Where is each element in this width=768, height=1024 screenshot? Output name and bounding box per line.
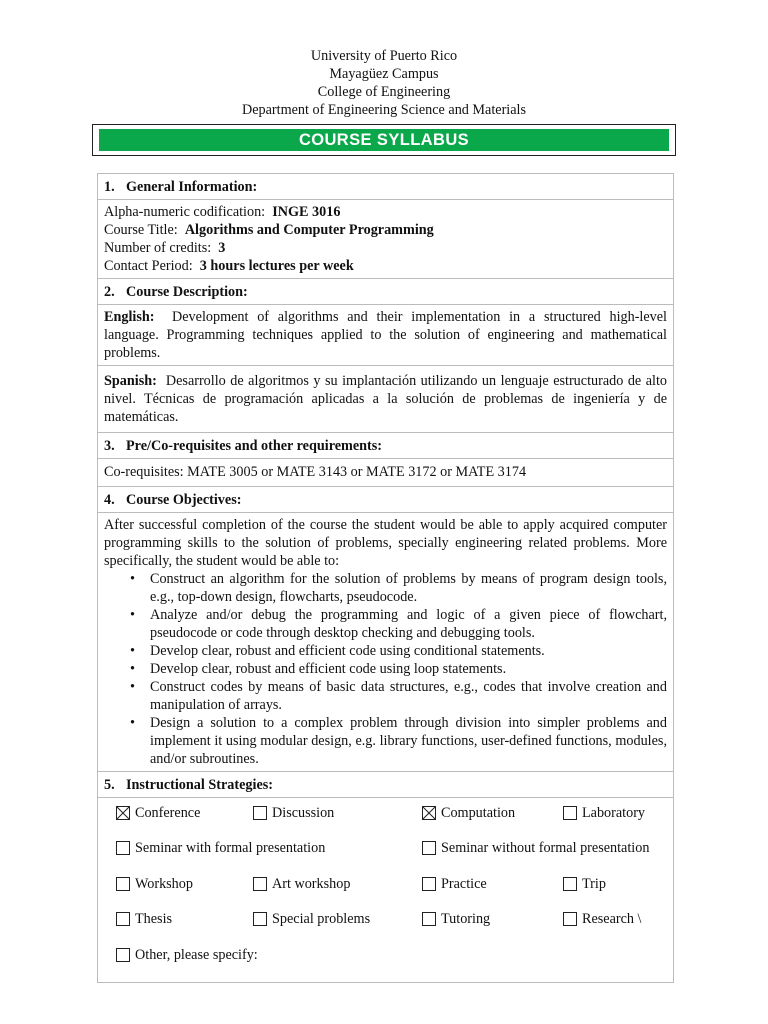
spanish-text: Desarrollo de algoritmos y su implantación utilizando un lenguaje estructurado de alto nivel. Técnicas de programación aplicadas a la solución de problemas de ingeniería y de matemáticas.: [104, 373, 668, 425]
section-title: Pre/Co-requisites and other requirements:: [126, 438, 383, 454]
codification-value: INGE 3016: [272, 204, 341, 220]
checkbox-conference[interactable]: [116, 804, 200, 822]
checkbox-thesis[interactable]: [116, 910, 172, 928]
checkbox-box[interactable]: [116, 948, 130, 962]
checkbox-label: Special problems: [272, 911, 371, 927]
english-text: Development of algorithms and their implementation in a structured high-level language. Programming techniques applied to the solution of engineering and mathematical problems.: [104, 309, 668, 361]
syllabus-table: [97, 173, 674, 983]
checkbox-label: Computation: [441, 805, 516, 821]
checkbox-box[interactable]: [116, 877, 130, 891]
university-name: University of Puerto Rico: [310, 48, 458, 64]
checkbox-special-problems[interactable]: [253, 910, 370, 928]
checkbox-box[interactable]: [116, 806, 130, 820]
checkbox-seminar-informal[interactable]: [422, 839, 649, 857]
checkbox-label: Thesis: [135, 911, 173, 927]
checkbox-box[interactable]: [253, 912, 267, 926]
checkbox-label: Research \: [582, 911, 642, 927]
checkbox-tutoring[interactable]: [422, 910, 490, 928]
checkbox-box[interactable]: [422, 912, 436, 926]
department-name: Department of Engineering Science and Materials: [241, 102, 527, 118]
list-item: • Construct an algorithm for the solution of problems by means of program design tools, e.g., top-down design, flowcharts, pseudocode.: [150, 570, 667, 606]
spanish-description: [98, 366, 673, 433]
contact-value: 3 hours lectures per week: [199, 258, 354, 274]
checkbox-box[interactable]: [563, 806, 577, 820]
strategies-checkbox-grid: [98, 798, 673, 982]
section-number: 3.: [104, 438, 115, 454]
list-item: • Analyze and/or debug the programming and logic of a given piece of flowchart, pseudocode or code through desktop checking and debugging tools.: [150, 606, 667, 642]
section-title: General Information:: [126, 179, 258, 195]
list-item: • Develop clear, robust and efficient code using loop statements.: [150, 660, 667, 678]
checkbox-label: Seminar with formal presentation: [135, 840, 326, 856]
objectives-intro: After successful completion of the course the student would be able to apply acquired computer programming skills to the solution of problems, specially engineering related problems. More specifically, the student would be able to:: [104, 517, 667, 569]
page-title: COURSE SYLLABUS: [99, 129, 669, 151]
checkbox-box[interactable]: [422, 877, 436, 891]
check-x-icon: [423, 807, 435, 819]
checkbox-label: Trip: [582, 876, 606, 892]
credits-line: Number of credits: 3: [104, 240, 226, 256]
checkbox-discussion[interactable]: [253, 804, 334, 822]
section-number: 1.: [104, 179, 115, 195]
checkbox-workshop[interactable]: [116, 875, 193, 893]
checkbox-label: Practice: [441, 876, 487, 892]
checkbox-label: Discussion: [272, 805, 335, 821]
checkbox-seminar-formal[interactable]: [116, 839, 325, 857]
section-number: 5.: [104, 777, 115, 793]
checkbox-box[interactable]: [422, 841, 436, 855]
section-general-heading: [98, 174, 673, 200]
objectives-list: [104, 570, 667, 768]
checkbox-art-workshop[interactable]: [253, 875, 350, 893]
objectives-block: [98, 513, 673, 772]
contact-line: Contact Period: 3 hours lectures per week: [104, 258, 354, 274]
section-prereq-heading: [98, 433, 673, 459]
course-title-value: Algorithms and Computer Programming: [184, 222, 434, 238]
list-item: • Develop clear, robust and efficient code using conditional statements.: [150, 642, 667, 660]
checkbox-label: Tutoring: [441, 911, 491, 927]
checkbox-box[interactable]: [116, 912, 130, 926]
section-description-heading: [98, 279, 673, 305]
check-x-icon: [117, 807, 129, 819]
checkbox-box[interactable]: [563, 877, 577, 891]
list-item: • Construct codes by means of basic data structures, e.g., codes that involve creation and manipulation of arrays.: [150, 678, 667, 714]
section-title: Instructional Strategies:: [126, 777, 273, 793]
checkbox-label: Workshop: [135, 876, 193, 892]
checkbox-label: Seminar without formal presentation: [441, 840, 650, 856]
checkbox-box[interactable]: [563, 912, 577, 926]
list-item: • Design a solution to a complex problem through division into simpler problems and implement it using modular design, e.g. library functions, user-defined functions, modules, and/or subroutines.: [150, 714, 667, 768]
course-title-line: Course Title: Algorithms and Computer Programming: [104, 222, 434, 238]
section-number: 4.: [104, 492, 115, 508]
campus-name: Mayagüez Campus: [329, 66, 439, 82]
checkbox-box[interactable]: [116, 841, 130, 855]
spanish-label: Spanish:: [104, 373, 157, 389]
checkbox-trip[interactable]: [563, 875, 606, 893]
codification-line: Alpha-numeric codification: INGE 3016: [104, 204, 341, 220]
checkbox-box[interactable]: [253, 806, 267, 820]
english-label: English:: [104, 309, 155, 325]
english-description: [98, 305, 673, 366]
checkbox-other[interactable]: [116, 946, 258, 964]
section-title: Course Objectives:: [126, 492, 242, 508]
checkbox-laboratory[interactable]: [563, 804, 645, 822]
college-name: College of Engineering: [317, 84, 451, 100]
section-title: Course Description:: [126, 284, 248, 300]
checkbox-label: Other, please specify:: [135, 947, 258, 963]
general-info-block: [98, 200, 673, 279]
section-objectives-heading: [98, 487, 673, 513]
checkbox-research[interactable]: [563, 910, 641, 928]
document-header: [0, 0, 768, 119]
section-number: 2.: [104, 284, 115, 300]
section-strategies-heading: [98, 772, 673, 798]
checkbox-computation[interactable]: [422, 804, 515, 822]
banner-frame: [92, 124, 676, 156]
prereq-text: Co-requisites: MATE 3005 or MATE 3143 or MATE 3172 or MATE 3174: [98, 459, 673, 487]
checkbox-label: Art workshop: [272, 876, 351, 892]
checkbox-label: Conference: [135, 805, 201, 821]
checkbox-box[interactable]: [253, 877, 267, 891]
checkbox-box[interactable]: [422, 806, 436, 820]
credits-value: 3: [218, 240, 226, 256]
checkbox-practice[interactable]: [422, 875, 487, 893]
checkbox-label: Laboratory: [582, 805, 646, 821]
